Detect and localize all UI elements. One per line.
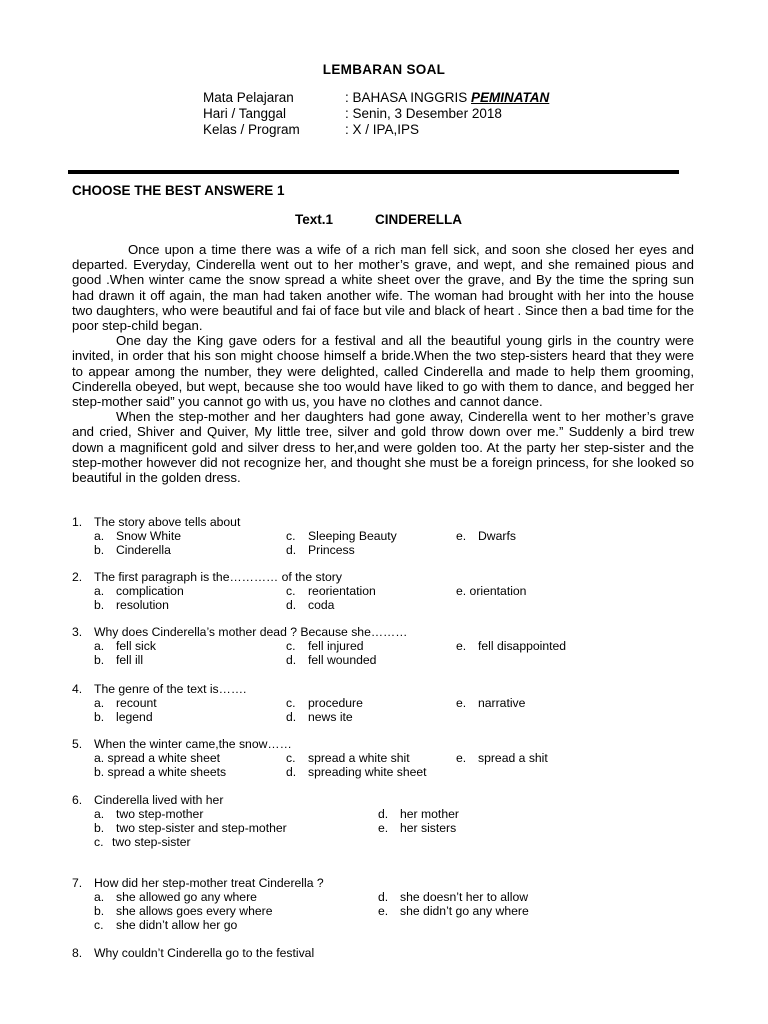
passage-paragraph: When the step-mother and her daughters had gone away, Cinderella went to her mother’s grave and cried, Shiver and Quiver, My little tree, silver and gold throw down over me.” Suddenly a bird trew down a magnificent gold and silver dress to her,and were golden too. At the party her step-sister and the step-mother however did not recognize her, and thought she must be a foreign princess, for she looked so beautiful in the golden dress. xyxy=(72,409,694,486)
option-e[interactable]: e. narrative xyxy=(456,696,526,710)
question-number: 8. xyxy=(72,946,83,960)
meta-value-text: : BAHASA INGGRIS xyxy=(345,90,472,105)
option-e[interactable]: e. she didn’t go any where xyxy=(378,904,529,918)
option-c[interactable]: c. she didn’t allow her go xyxy=(94,918,238,932)
question-stem: The first paragraph is the………… of the story xyxy=(94,570,342,584)
meta-emph: PEMINATAN xyxy=(471,90,550,105)
question-stem: The genre of the text is……. xyxy=(94,682,247,696)
meta-value xyxy=(345,90,549,106)
question-stem: When the winter came,the snow…… xyxy=(94,737,292,751)
question-stem: The story above tells about xyxy=(94,515,241,529)
question-stem: Why couldn’t Cinderella go to the festival xyxy=(94,946,315,960)
passage-paragraph: One day the King gave oders for a festival and all the beautiful young girls in the country were invited, in order that his son might choose himself a bride.When the two step-sisters heard that they were to appear among the number, they were delighted, called Cinderella and made to help them grooming, Cinderella obeyed, but wept, because she too would have liked to go with them to dance, and begged her step-mother said” you cannot go with us, you have no clothes and cannot dance. xyxy=(72,333,694,410)
question-number: 7. xyxy=(72,876,83,890)
question-number: 6. xyxy=(72,793,83,807)
question-5 xyxy=(72,737,712,779)
option-b[interactable]: b. legend xyxy=(94,710,153,724)
question-number: 1. xyxy=(72,515,83,529)
option-a[interactable]: a. recount xyxy=(94,696,157,710)
meta-row-subject xyxy=(203,90,549,106)
option-c[interactable]: c. procedure xyxy=(286,696,363,710)
meta-row-class xyxy=(203,122,549,138)
meta-value: : Senin, 3 Desember 2018 xyxy=(345,106,502,121)
option-c[interactable]: c. fell injured xyxy=(286,639,364,653)
divider-rule xyxy=(68,170,679,174)
option-d[interactable]: d. her mother xyxy=(378,807,459,821)
question-number: 5. xyxy=(72,737,83,751)
question-4 xyxy=(72,682,712,724)
question-7 xyxy=(72,876,712,932)
question-6 xyxy=(72,793,712,849)
text-heading xyxy=(295,212,462,227)
text-label: Text.1 xyxy=(295,212,334,227)
question-number: 3. xyxy=(72,625,83,639)
option-a[interactable]: a. two step-mother xyxy=(94,807,204,821)
meta-label: Hari / Tanggal xyxy=(203,106,287,121)
option-a[interactable]: a. fell sick xyxy=(94,639,156,653)
option-e[interactable]: e. Dwarfs xyxy=(456,529,516,543)
option-d[interactable]: d. Princess xyxy=(286,543,355,557)
meta-label: Mata Pelajaran xyxy=(203,90,294,105)
question-number: 2. xyxy=(72,570,83,584)
option-d[interactable]: d. news ite xyxy=(286,710,353,724)
meta-label: Kelas / Program xyxy=(203,122,300,137)
option-b[interactable]: b. spread a white sheets xyxy=(94,765,227,779)
option-a[interactable]: a. Snow White xyxy=(94,529,182,543)
option-e[interactable]: e. spread a shit xyxy=(456,751,548,765)
option-b[interactable]: b. Cinderella xyxy=(94,543,171,557)
option-d[interactable]: d. she doesn’t her to allow xyxy=(378,890,529,904)
option-b[interactable]: b. fell ill xyxy=(94,653,144,667)
passage-paragraph: Once upon a time there was a wife of a rich man fell sick, and soon she closed her eyes and departed. Everyday, Cinderella went out to her mother’s grave, and wept, and she remained pious and good .When winter came the snow spread a white sheet over the grave, and By the time the spring sun had drawn it off again, the man had taken another wife. The woman had brought with her into the house two daughters, who were beautiful and fai of face but vile and black of heart . Since then a bad time for the poor step-child began. xyxy=(72,242,694,334)
option-e[interactable]: e. her sisters xyxy=(378,821,457,835)
option-b[interactable]: b. resolution xyxy=(94,598,169,612)
question-8 xyxy=(72,946,712,960)
option-c[interactable]: c. spread a white shit xyxy=(286,751,410,765)
text-title: CINDERELLA xyxy=(375,212,463,227)
option-a[interactable]: a. she allowed go any where xyxy=(94,890,257,904)
question-number: 4. xyxy=(72,682,83,696)
header-meta xyxy=(203,90,549,138)
option-a[interactable]: a. complication xyxy=(94,584,184,598)
question-2 xyxy=(72,570,712,612)
option-a[interactable]: a. spread a white sheet xyxy=(94,751,221,765)
option-d[interactable]: d. coda xyxy=(286,598,335,612)
meta-value: : X / IPA,IPS xyxy=(345,122,420,137)
option-b[interactable]: b. two step-sister and step-mother xyxy=(94,821,287,835)
question-stem: How did her step-mother treat Cinderella ? xyxy=(94,876,324,890)
meta-row-date xyxy=(203,106,549,122)
option-c[interactable]: c. Sleeping Beauty xyxy=(286,529,397,543)
option-d[interactable]: d. spreading white sheet xyxy=(286,765,427,779)
question-stem: Why does Cinderella’s mother dead ? Because she……… xyxy=(94,625,408,639)
option-c[interactable]: c. reorientation xyxy=(286,584,376,598)
section-title: CHOOSE THE BEST ANSWERE 1 xyxy=(72,183,285,198)
option-d[interactable]: d. fell wounded xyxy=(286,653,377,667)
page-title: LEMBARAN SOAL xyxy=(322,62,446,77)
question-stem: Cinderella lived with her xyxy=(94,793,224,807)
question-1 xyxy=(72,515,712,557)
question-3 xyxy=(72,625,712,667)
option-c[interactable]: c. two step-sister xyxy=(94,835,191,849)
option-e[interactable]: e. orientation xyxy=(456,584,527,598)
option-b[interactable]: b. she allows goes every where xyxy=(94,904,273,918)
reading-passage xyxy=(72,242,694,485)
option-e[interactable]: e. fell disappointed xyxy=(456,639,567,653)
